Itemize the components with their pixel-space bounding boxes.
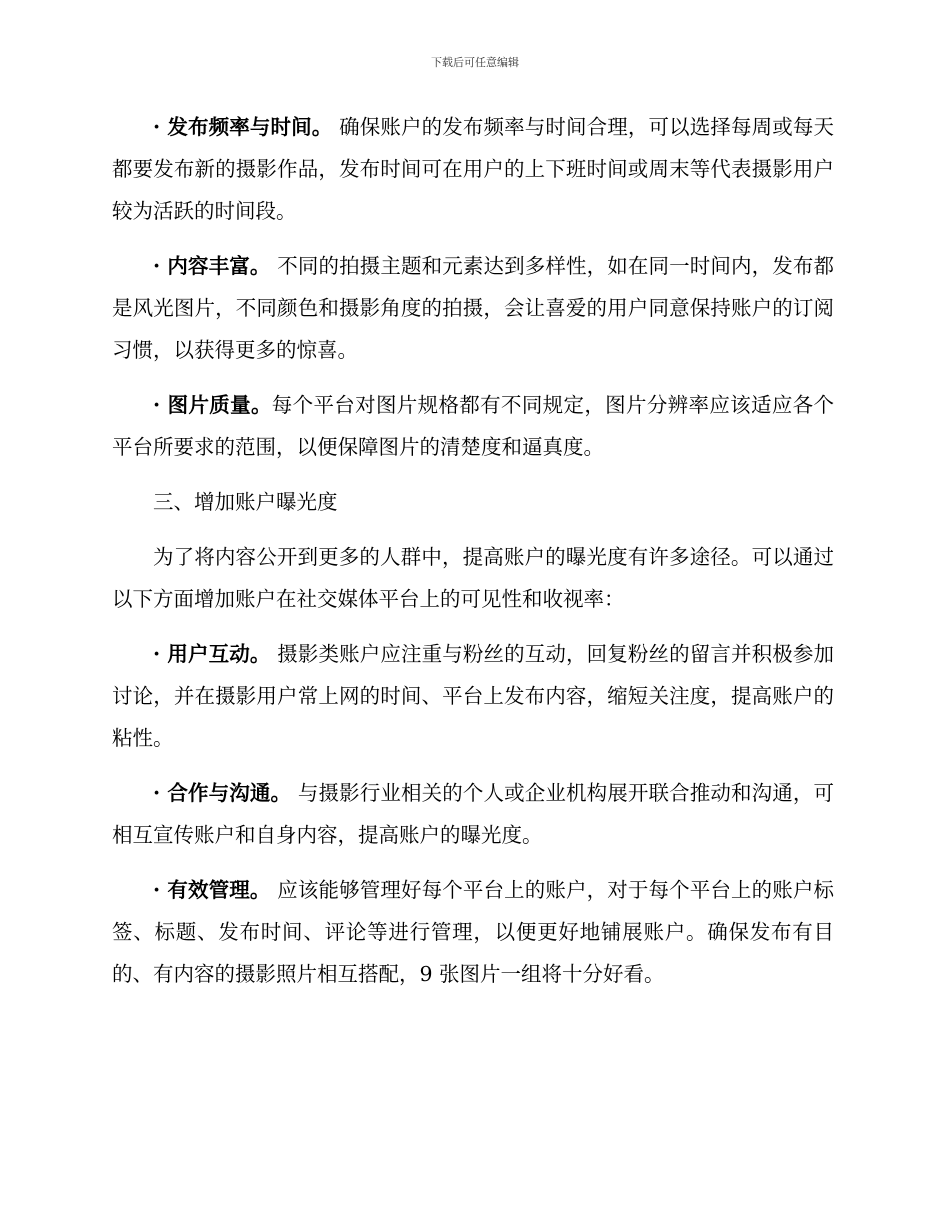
paragraph-intro: 为了将内容公开到更多的人群中，提高账户的曝光度有许多途径。可以通过以下方面增加账户在社交媒体平台上的可见性和收视率： [112,545,834,611]
paragraph-management [112,869,834,995]
paragraph-image-quality [112,384,834,468]
item-title: · 图片质量。 [153,393,272,417]
item-text: 与摄影行业相关的个人或企业机构展开联合推动和沟通，可相互宣传账户和自身内容，提高账户的曝光度。 [112,781,834,847]
item-title: · 用户互动。 [153,642,271,666]
item-text: 确保账户的发布频率与时间合理，可以选择每周或每天都要发布新的摄影作品，发布时间可在用户的上下班时间或周末等代表摄影用户较为活跃的时间段。 [112,115,834,223]
item-text: 应该能够管理好每个平台上的账户，对于每个平台上的账户标签、标题、发布时间、评论等进行管理，以便更好地铺展账户。确保发布有目的、有内容的摄影照片相互搭配，9 张图片一组将十分好看。 [112,878,835,986]
item-text: 不同的拍摄主题和元素达到多样性，如在同一时间内，发布都是风光图片，不同颜色和摄影角度的拍摄，会让喜爱的用户同意保持账户的订阅习惯，以获得更多的惊喜。 [112,254,835,362]
item-title: · 有效管理。 [153,878,271,902]
paragraph-rich-content [112,245,834,371]
paragraph-cooperation [112,772,834,856]
item-title: · 内容丰富。 [153,254,271,278]
section-heading: 三、增加账户曝光度 [153,490,338,514]
item-text: 每个平台对图片规格都有不同规定，图片分辨率应该适应各个平台所要求的范围，以便保障图片的清楚度和逼真度。 [112,393,835,459]
paragraph-publish-frequency [112,106,834,232]
page-header-note: 下载后可任意编辑 [431,56,519,69]
paragraph-user-interaction [112,633,834,759]
document-body [112,106,834,1008]
item-title: · 发布频率与时间。 [153,115,333,139]
item-title: · 合作与沟通。 [153,781,292,805]
item-text: 摄影类账户应注重与粉丝的互动，回复粉丝的留言并积极参加讨论，并在摄影用户常上网的时间、平台上发布内容，缩短关注度，提高账户的粘性。 [112,642,835,750]
